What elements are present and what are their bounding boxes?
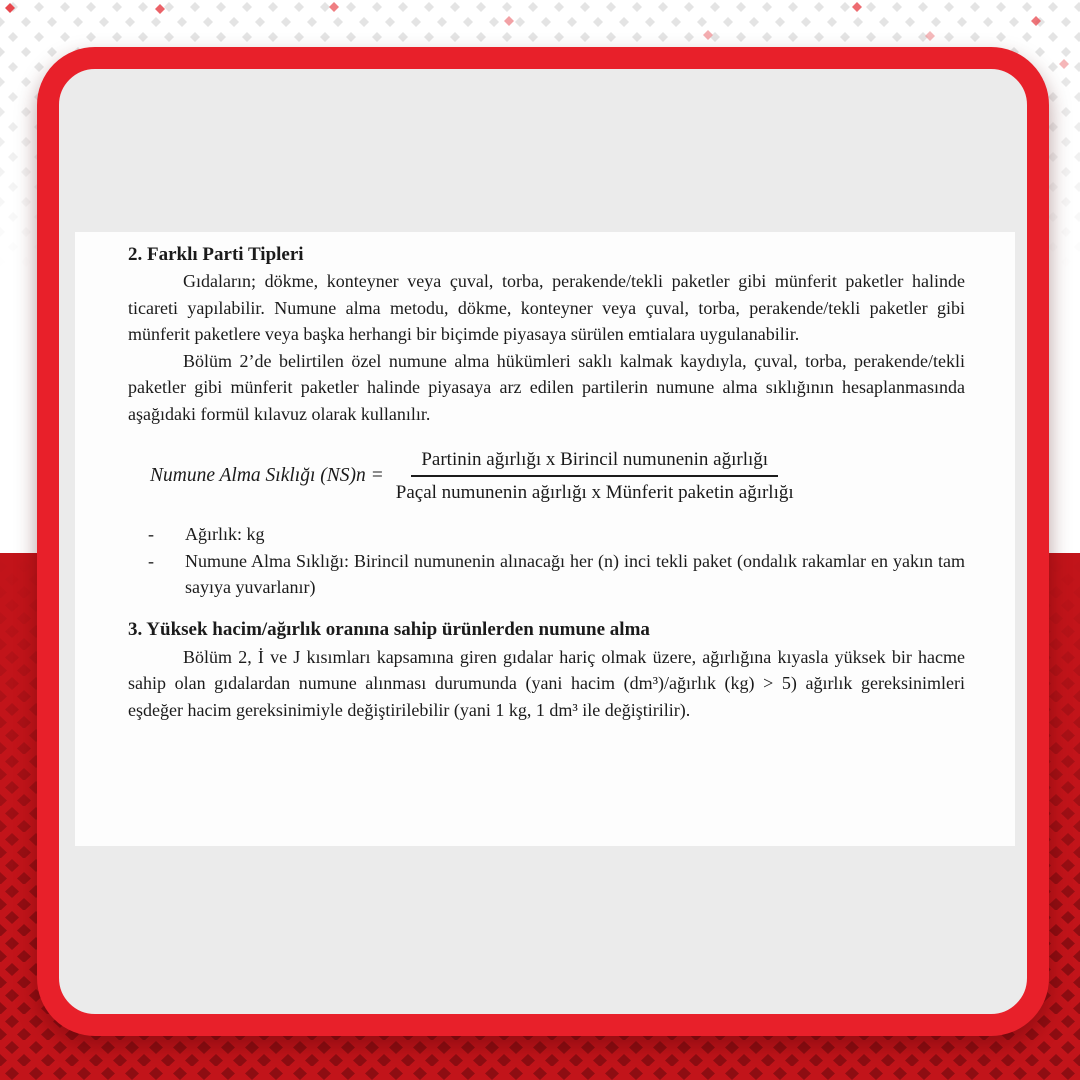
section-3-paragraph: Bölüm 2, İ ve J kısımları kapsamına giren gıdalar hariç olmak üzere, ağırlığına kıyasla yüksek bir hacme sahip olan gıdalardan numune alınması durumunda (yani hacim (dm³)/ağırlık (kg) > 5) ağırlık gereksinimleri eşdeğer hacim gereksinimiyle değiştirilebilir (yani 1 kg, 1 dm³ ile değiştirilir). xyxy=(128,646,965,720)
note-item xyxy=(148,548,965,601)
sampling-frequency-formula xyxy=(150,447,965,505)
note-dash: - xyxy=(148,550,154,571)
formula-fraction xyxy=(396,447,794,505)
notes-list xyxy=(128,521,965,601)
document-page xyxy=(75,232,1015,846)
formula-label: Numune Alma Sıklığı (NS)n = xyxy=(150,464,384,486)
section-2-paragraph-2: Bölüm 2’de belirtilen özel numune alma hükümleri saklı kalmak kaydıyla, çuval, torba, perakende/tekli paketler gibi münferit paketler halinde piyasaya arz edilen partilerin numune alma sıklığının hesaplanmasında aşağıdaki formül kılavuz olarak kullanılır. xyxy=(128,350,965,424)
note-item xyxy=(148,521,965,548)
section-2-heading: 2. Farklı Parti Tipleri xyxy=(128,244,304,265)
formula-numerator: Partinin ağırlığı x Birincil numunenin ağırlığı xyxy=(411,447,778,477)
note-text: Ağırlık: kg xyxy=(185,524,265,544)
section-3-heading: 3. Yüksek hacim/ağırlık oranına sahip ürünlerden numune alma xyxy=(128,618,650,640)
note-dash: - xyxy=(148,524,154,544)
formula-denominator: Paçal numunenin ağırlığı x Münferit paketin ağırlığı xyxy=(395,482,794,503)
note-text: Numune Alma Sıklığı: Birincil numunenin alınacağı her (n) inci tekli paket (ondalık rakamlar en yakın tam sayıya yuvarlanır) xyxy=(185,550,965,597)
section-2-paragraph-1: Gıdaların; dökme, konteyner veya çuval, torba, perakende/tekli paketler gibi münferit paketler halinde ticareti yapılabilir. Numune alma metodu, dökme, konteyner veya çuval, torba, perakende/tekli paketler gibi münferit paketlere veya başka herhangi bir biçimde piyasaya sürülen emtialara uygulanabilir. xyxy=(128,271,965,344)
